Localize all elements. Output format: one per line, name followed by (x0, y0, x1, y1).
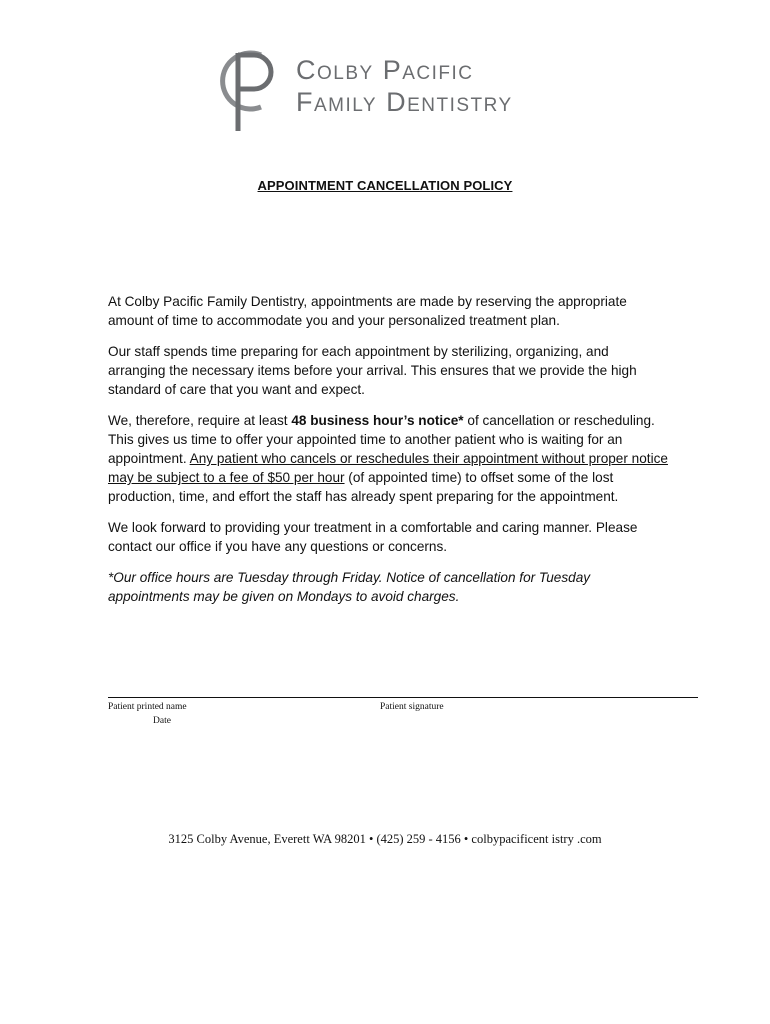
logo-name-line2: Family Dentistry (296, 87, 513, 117)
patient-name-label: Patient printed name (108, 702, 187, 712)
notice-text-a: We, therefore, require at least (108, 413, 292, 428)
date-label: Date (153, 716, 171, 726)
page-title: APPOINTMENT CANCELLATION POLICY (257, 178, 513, 193)
paragraph-notice-requirement (108, 411, 668, 506)
patient-signature-label: Patient signature (380, 702, 444, 712)
notice-text-b: of cancellation or rescheduling. This gives us time to offer your appointed time to another patient who is waiting for an appointment. (108, 413, 655, 466)
policy-body (108, 292, 668, 618)
practice-logo (216, 45, 546, 133)
logo-name-line1: Colby Pacific (296, 55, 474, 85)
practice-contact-footer: 3125 Colby Avenue, Everett WA 98201 • (425) 259 - 4156 • colbypacificent istry .com (168, 832, 602, 846)
signature-line (108, 697, 698, 698)
notice-text-c: (of appointed time) to offset some of the lost production, time, and effort the staff has already spent preparing for the appointment. (108, 470, 619, 504)
fee-warning-underlined: Any patient who cancels or reschedules their appointment without proper notice may be subject to a fee of $50 per hour (108, 451, 668, 485)
cp-monogram-icon (216, 45, 286, 133)
paragraph-closing: We look forward to providing your treatment in a comfortable and caring manner. Please contact our office if you have any questions or concerns. (108, 520, 638, 554)
paragraph-intro: At Colby Pacific Family Dentistry, appointments are made by reserving the appropriate amount of time to accommodate you and your personalized treatment plan. (108, 294, 627, 328)
paragraph-preparation: Our staff spends time preparing for each appointment by sterilizing, organizing, and arranging the necessary items before your arrival. This ensures that we provide the high standard of care that you want and expect. (108, 344, 637, 397)
office-hours-note: *Our office hours are Tuesday through Friday. Notice of cancellation for Tuesday appointments may be given on Mondays to avoid charges. (108, 570, 591, 604)
notice-hours-bold: 48 business hour’s notice* (291, 413, 464, 428)
